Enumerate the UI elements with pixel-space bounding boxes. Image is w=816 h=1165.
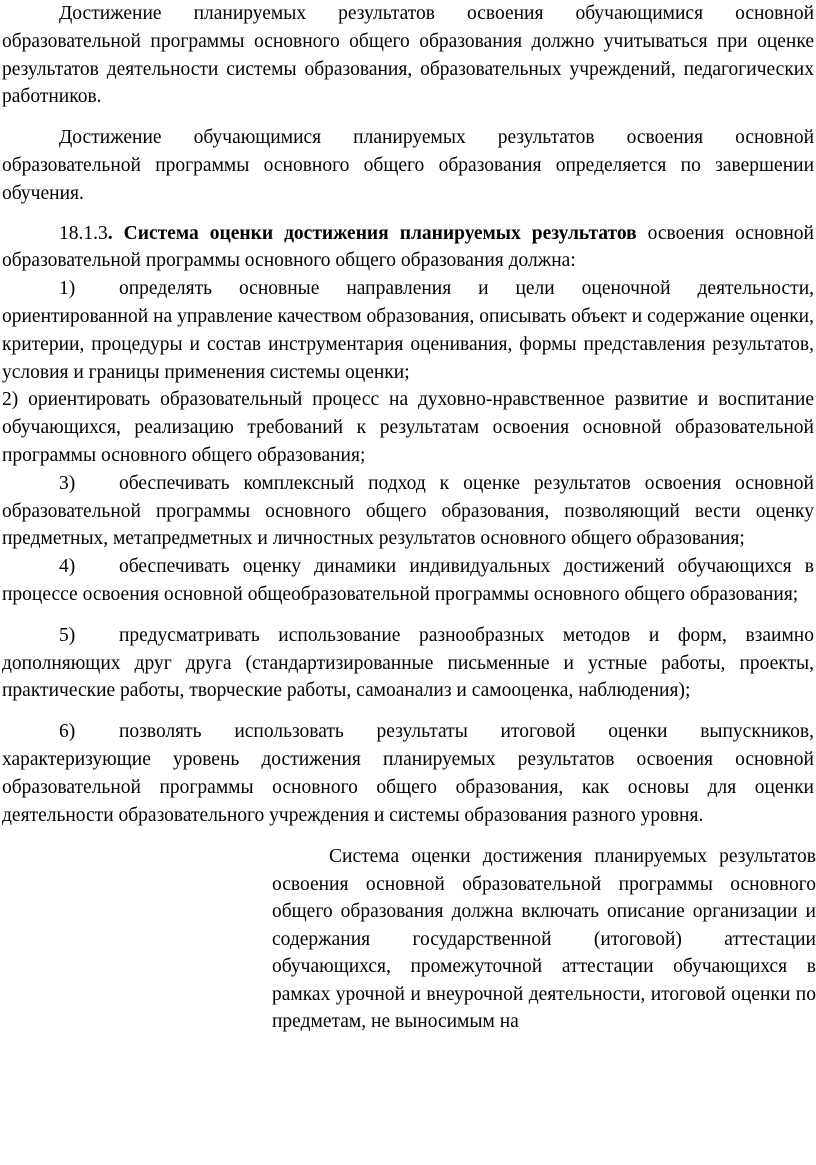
list-item [2,275,814,386]
list-item-number: 4) [59,556,76,578]
list-item-text: обеспечивать комплексный подход к оценке результатов освоения основной образовательной программы основного общего образования, позволяющий вести оценку предметных, метапредметных и личностных результатов основного общего образования; [2,472,814,550]
paragraph-achievement-completion: Достижение обучающимися планируемых результатов освоения основной образовательной программы основного общего образования определяется по завершении обучения. [2,127,814,204]
list-item-text: определять основные направления и цели оценочной деятельности, ориентированной на управление качеством образования, описывать объект и содержание оценки, критерии, процедуры и состав инструментария оценивания, формы представления результатов, условия и границы применения системы оценки; [2,278,814,383]
list-item-number: 6) [59,721,76,743]
list-item-number: 2) [2,389,19,411]
paragraph-achievement-evaluation: Достижение планируемых результатов освоения обучающимися основной образовательной программы основного общего образования должно учитываться при оценке результатов деятельности системы образования, образовательных учреждений, педагогических работников. [2,3,814,108]
section-heading-rest: освоения основной образовательной программы основного общего образования должна: [2,222,814,272]
list-item [2,622,814,705]
list-item-number: 5) [59,624,76,646]
list-item-number: 3) [59,472,76,494]
section-18-1-3 [2,220,814,276]
list-item [2,386,814,469]
list-item [2,718,814,829]
list-item-text: обеспечивать оценку динамики индивидуальных достижений обучающихся в процессе освоения основной общеобразовательной программы основного общего образования; [2,556,814,605]
list-item-text: предусматривать использование разнообразных методов и форм, взаимно дополняющих друг друга (стандартизированные письменные и устные работы, проекты, практические работы, творческие работы, самоанализ и самооценка, наблюдения); [2,624,814,702]
section-heading: . Система оценки достижения планируемых результатов [107,222,637,244]
list-item-number: 1) [59,278,76,300]
paragraph-assessment-system: Система оценки достижения планируемых результатов освоения основной образовательной программы основного общего образования должна включать описание организации и содержания государственной (итоговой) аттестации обучающихся, промежуточной аттестации обучающихся в рамках урочной и внеурочной деятельности, итоговой оценки по предметам, не выносимым на [272,846,816,1033]
final-paragraph-block [272,843,816,1036]
list-item-text: позволять использовать результаты итоговой оценки выпускников, характеризующие уровень достижения планируемых результатов освоения основной образовательной программы основного общего образования, как основы для оценки деятельности образовательного учреждения и системы образования разного уровня. [2,721,814,826]
list-item [2,470,814,553]
list-item-text: ориентировать образовательный процесс на духовно-нравственное развитие и воспитание обучающихся, реализацию требований к результатам освоения основной образовательной программы основного общего образования; [2,389,815,466]
section-number: 18.1.3 [59,222,108,244]
list-item [2,553,814,609]
